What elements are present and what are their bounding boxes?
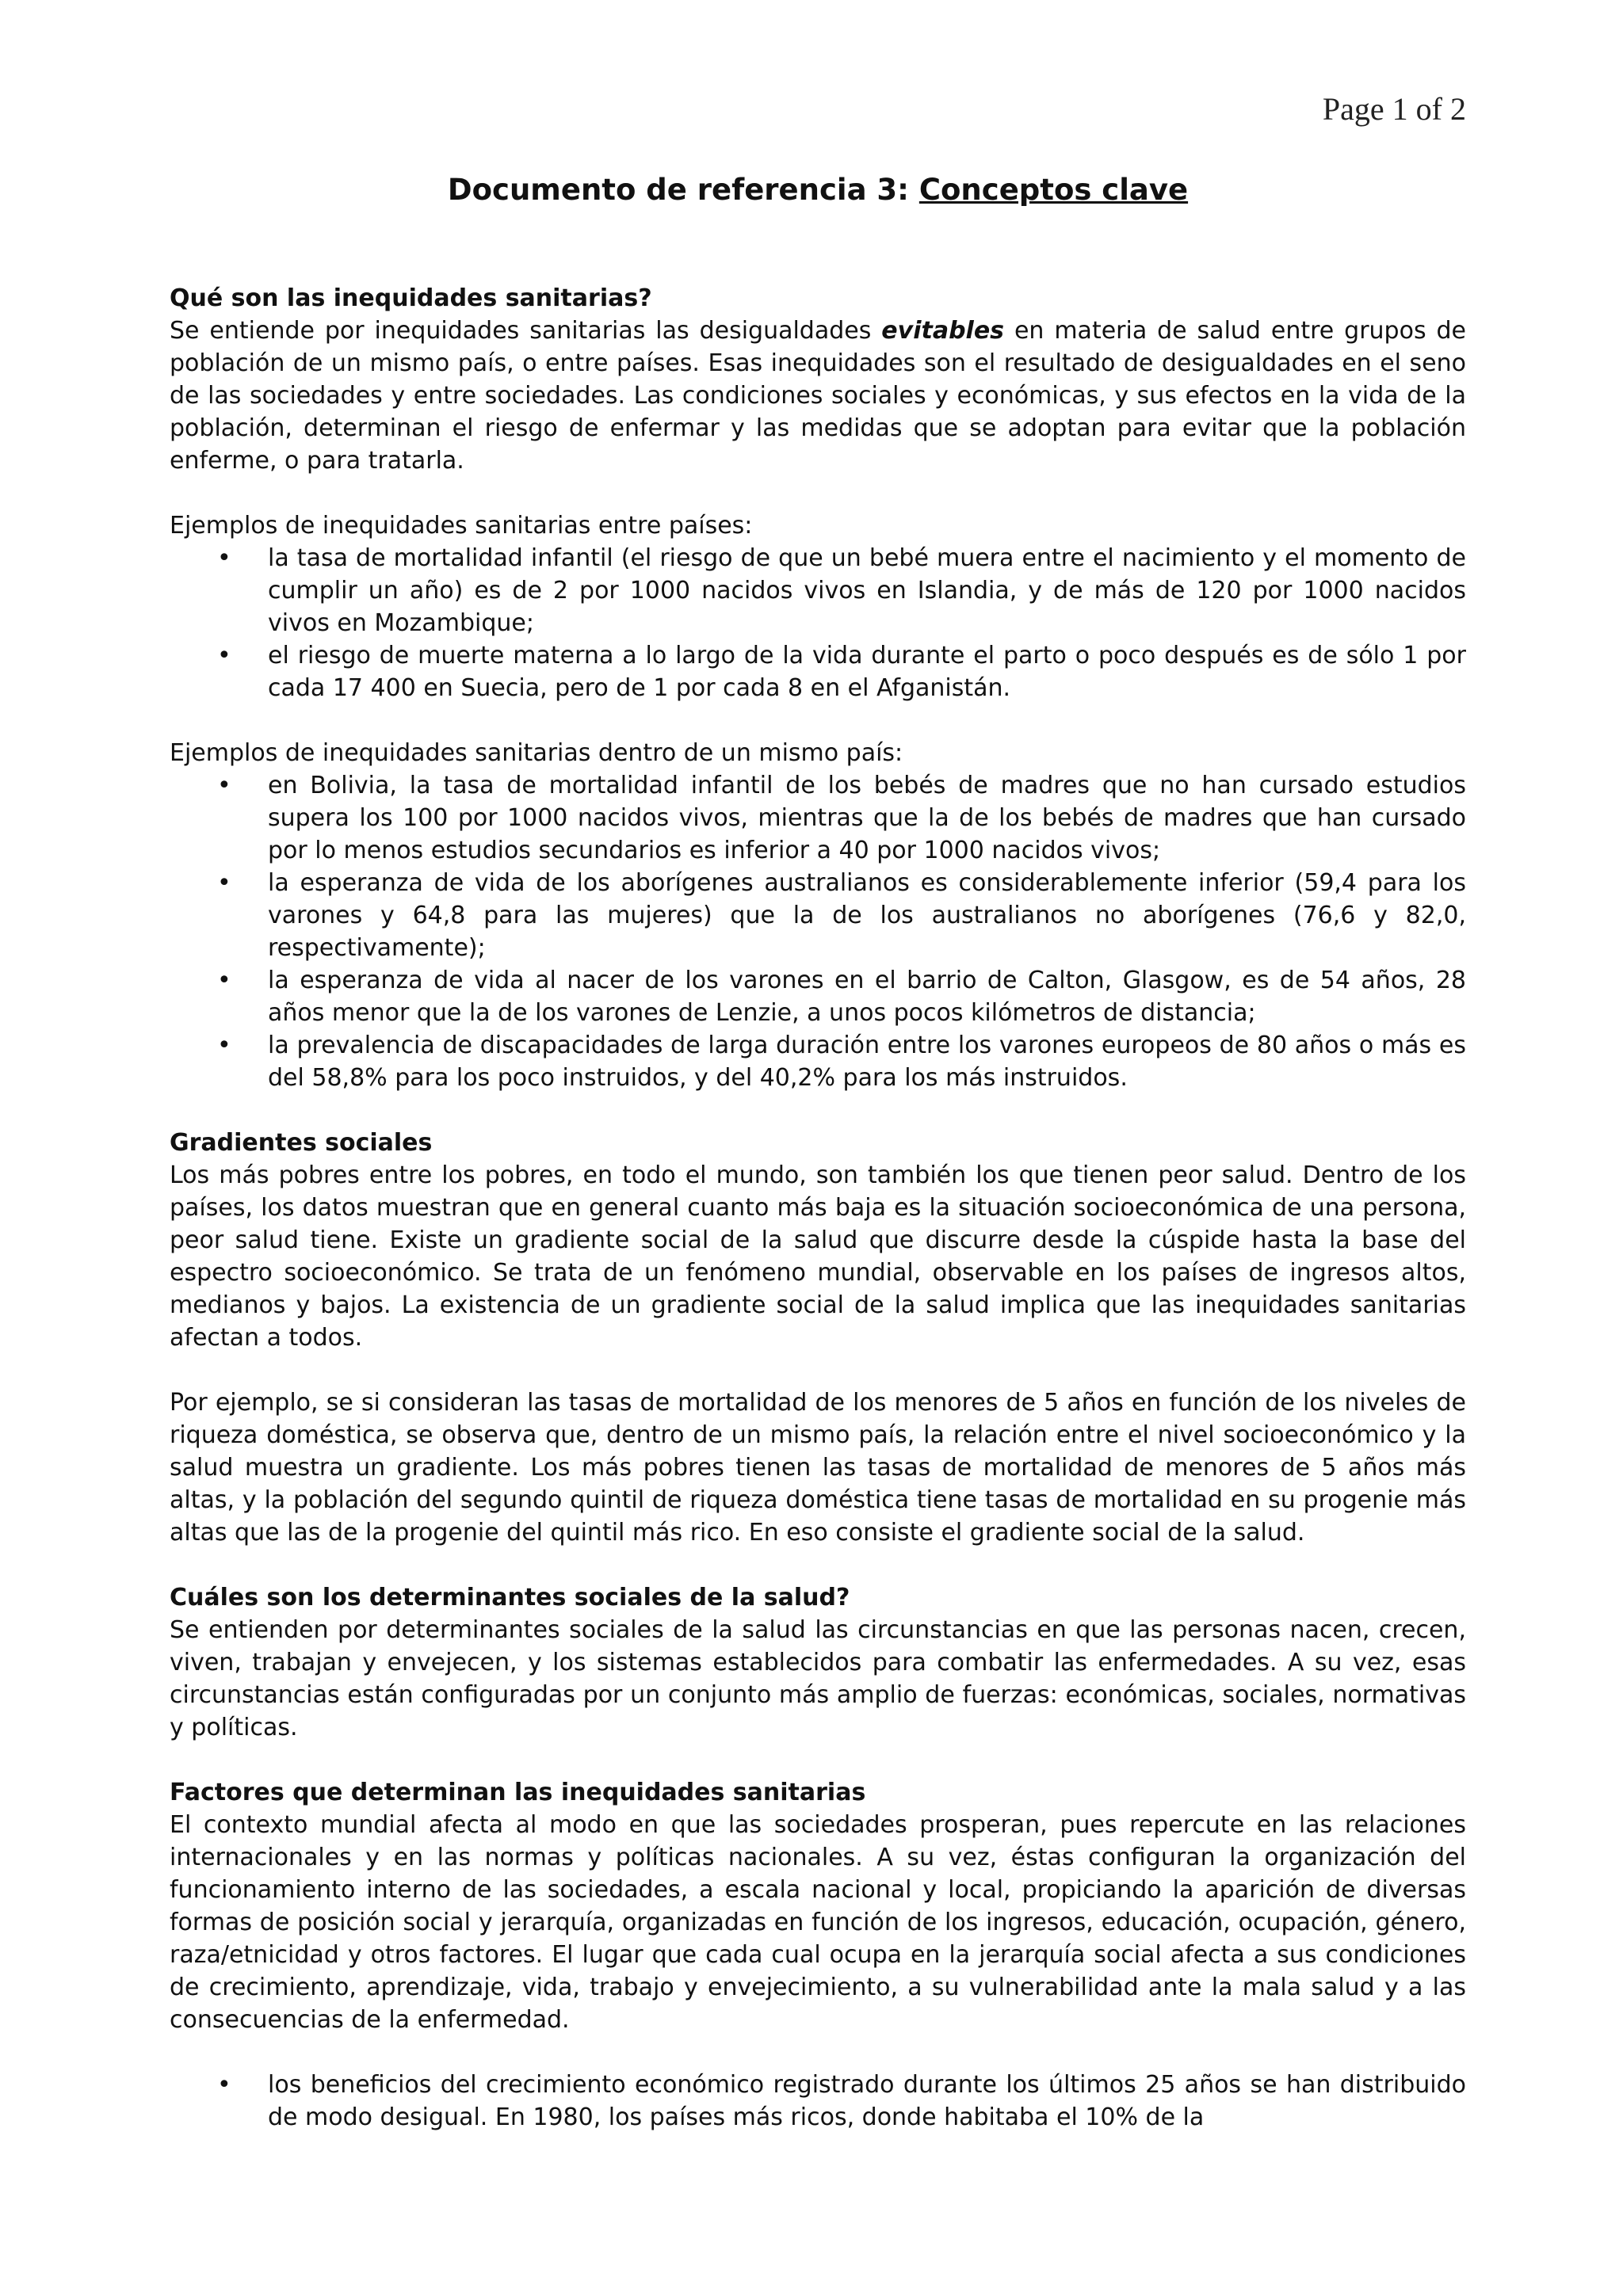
list-item: • los beneficios del crecimiento económico registrado durante los últimos 25 años se han distribuido de modo desigual. En 1980, los países más ricos, donde habitaba el 10% de la: [268, 2069, 1466, 2134]
list-dentro-pais: [170, 769, 1466, 1094]
intro-entre-paises: Ejemplos de inequidades sanitarias entre países:: [170, 512, 753, 540]
list-item: • la prevalencia de discapacidades de larga duración entre los varones europeos de 80 años o más es del 58,8% para los poco instruidos, y del 40,2% para los más instruidos.: [268, 1029, 1466, 1094]
paragraph-gradientes-1: Los más pobres entre los pobres, en todo el mundo, son también los que tienen peor salud. Dentro de los países, los datos muestran que en general cuanto más baja es la situación socioeconómica de una persona, peor salud tiene. Existe un gradiente social de la salud que discurre desde la cúspide hasta la base del espectro socioeconómico. Se trata de un fenómeno mundial, observable en los países de ingresos altos, medianos y bajos. La existencia de un gradiente social de la salud implica que las inequidades sanitarias afectan a todos.: [170, 1161, 1466, 1352]
document-title: [170, 173, 1466, 208]
page-number: Page 1 of 2: [1322, 91, 1466, 127]
document-body: [170, 282, 1466, 2134]
list-item: • el riesgo de muerte materna a lo largo de la vida durante el parto o poco después es de sólo 1 por cada 17 400 en Suecia, pero de 1 por cada 8 en el Afganistán.: [268, 639, 1466, 704]
emphasis-evitables: evitables: [881, 317, 1005, 345]
paragraph-gradientes-2: Por ejemplo, se si consideran las tasas de mortalidad de los menores de 5 años en función de los niveles de riqueza doméstica, se observa que, dentro de un mismo país, la relación entre el nivel socioeconómico y la salud muestra un gradiente. Los más pobres tienen las tasas de mortalidad de menores de 5 años más altas, y la población del segundo quintil de riqueza doméstica tiene tasas de mortalidad en su progenie más altas que las de la progenie del quintil más rico. En eso consiste el gradiente social de la salud.: [170, 1389, 1466, 1547]
list-entre-paises: [170, 542, 1466, 704]
heading-factores: Factores que determinan las inequidades sanitarias: [170, 1779, 866, 1806]
heading-inequidades: Qué son las inequidades sanitarias?: [170, 284, 652, 312]
heading-gradientes: Gradientes sociales: [170, 1129, 433, 1157]
paragraph-factores: El contexto mundial afecta al modo en que las sociedades prosperan, pues repercute en las relaciones internacionales y en las normas y políticas nacionales. A su vez, éstas configuran la organización del funcionamiento interno de las sociedades, a escala nacional y local, propiciando la aparición de diversas formas de posición social y jerarquía, organizadas en función de los ingresos, educación, ocupación, género, raza/etnicidad y otros factores. El lugar que cada cual ocupa en la jerarquía social afecta a sus condiciones de crecimiento, aprendizaje, vida, trabajo y envejecimiento, a su vulnerabilidad ante la mala salud y a las consecuencias de la enfermedad.: [170, 1811, 1466, 2034]
intro-dentro-pais: Ejemplos de inequidades sanitarias dentro de un mismo país:: [170, 739, 903, 767]
paragraph-determinantes: Se entienden por determinantes sociales de la salud las circunstancias en que las personas nacen, crecen, viven, trabajan y envejecen, y los sistemas establecidos para combatir las enfermedades. A su vez, esas circunstancias están configuradas por un conjunto más amplio de fuerzas: económicas, sociales, normativas y políticas.: [170, 1616, 1466, 1741]
list-item: • la esperanza de vida de los aborígenes australianos es considerablemente inferior (59,4 para los varones y 64,8 para las mujeres) que la de los australianos no aborígenes (76,6 y 82,0, respectivamente);: [268, 867, 1466, 964]
list-item: • la tasa de mortalidad infantil (el riesgo de que un bebé muera entre el nacimiento y el momento de cumplir un año) es de 2 por 1000 nacidos vivos en Islandia, y de más de 120 por 1000 nacidos vivos en Mozambique;: [268, 542, 1466, 639]
list-factores: [170, 2069, 1466, 2134]
title-prefix: Documento de referencia 3:: [447, 173, 919, 207]
list-item: • en Bolivia, la tasa de mortalidad infantil de los bebés de madres que no han cursado estudios supera los 100 por 1000 nacidos vivos, mientras que la de los bebés de madres que han cursado por lo menos estudios secundarios es inferior a 40 por 1000 nacidos vivos;: [268, 769, 1466, 867]
list-item: • la esperanza de vida al nacer de los varones en el barrio de Calton, Glasgow, es de 54 años, 28 años menor que la de los varones de Lenzie, a unos pocos kilómetros de distancia;: [268, 964, 1466, 1029]
title-underlined: Conceptos clave: [918, 173, 1189, 207]
heading-determinantes: Cuáles son los determinantes sociales de la salud?: [170, 1584, 850, 1611]
paragraph-inequidades: Se entiende por inequidades sanitarias las desigualdades evitables en materia de salud entre grupos de población de un mismo país, o entre países. Esas inequidades son el resultado de desigualdades en el seno de las sociedades y entre sociedades. Las condiciones sociales y económicas, y sus efectos en la vida de la población, determinan el riesgo de enfermar y las medidas que se adoptan para evitar que la población enferme, o para tratarla.: [170, 317, 1466, 475]
